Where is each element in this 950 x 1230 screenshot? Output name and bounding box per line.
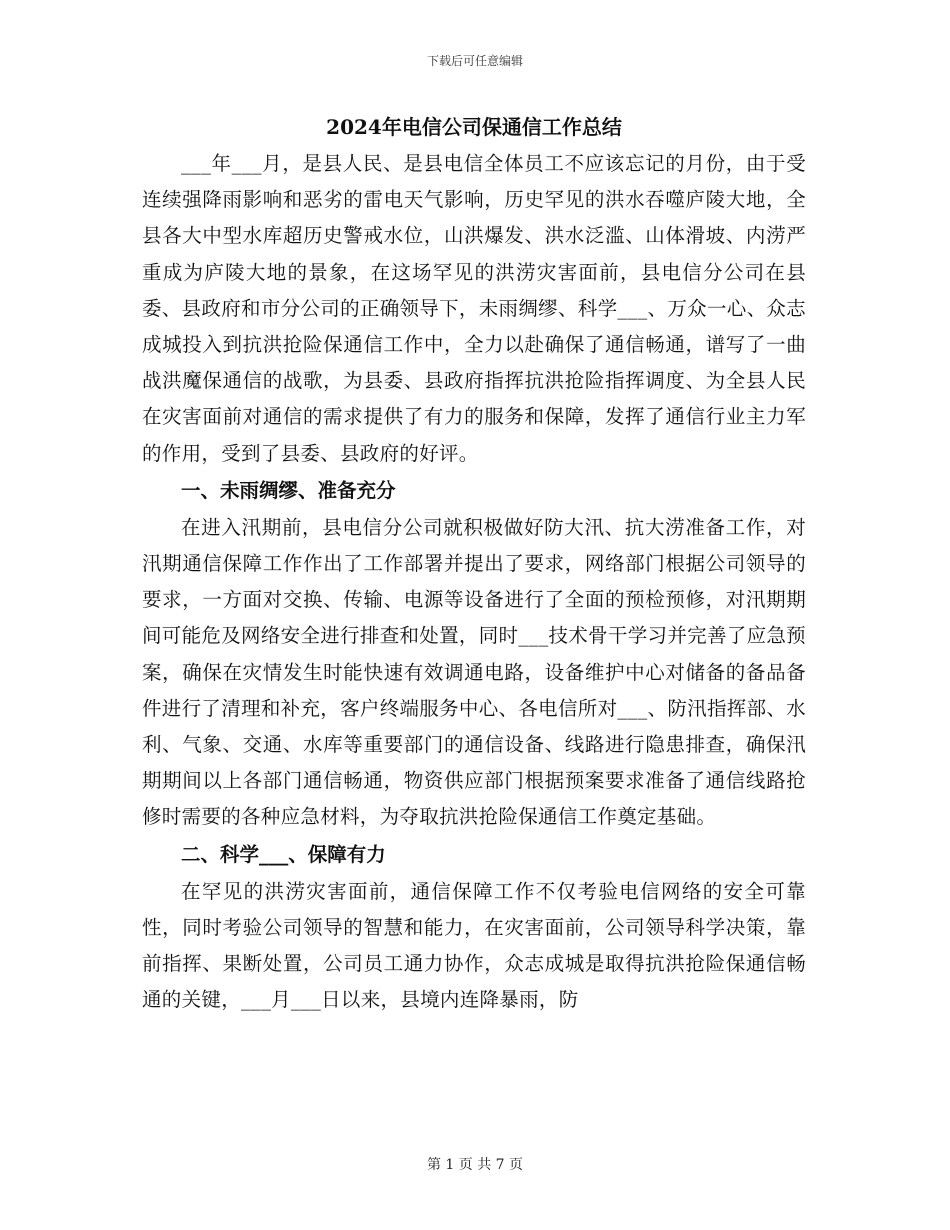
page-header: 下载后可任意编辑	[426, 54, 523, 68]
section-heading-1: 一、未雨绸缪、准备充分	[181, 478, 396, 502]
document-body	[142, 108, 806, 1018]
section-heading-2: 二、科学___、保障有力	[181, 842, 386, 866]
page-footer: 第 1 页 共 7 页	[426, 1157, 524, 1173]
paragraph-intro: ___年___月，是县人民、是县电信全体员工不应该忘记的月份，由于受连续强降雨影响和恶劣的雷电天气影响，历史罕见的洪水吞噬庐陵大地，全县各大中型水库超历史警戒水位，山洪爆发、洪水泛滥、山体滑坡、内涝严重成为庐陵大地的景象，在这场罕见的洪涝灾害面前，县电信分公司在县委、县政府和市分公司的正确领导下，未雨绸缪、科学___、万众一心、众志成城投入到抗洪抢险保通信工作中，全力以赴确保了通信畅通，谱写了一曲战洪魔保通信的战歌，为县委、县政府指挥抗洪抢险指挥调度、为全县人民在灾害面前对通信的需求提供了有力的服务和保障，发挥了通信行业主力军的作用，受到了县委、县政府的好评。	[142, 152, 806, 465]
paragraph-section-1: 在进入汛期前，县电信分公司就积极做好防大汛、抗大涝准备工作，对汛期通信保障工作作出了工作部署并提出了要求，网络部门根据公司领导的要求，一方面对交换、传输、电源等设备进行了全面的预检预修，对汛期期间可能危及网络安全进行排查和处置，同时___技术骨干学习并完善了应急预案，确保在灾情发生时能快速有效调通电路，设备维护中心对储备的备品备件进行了清理和补充，客户终端服务中心、各电信所对___、防汛指挥部、水利、气象、交通、水库等重要部门的通信设备、线路进行隐患排查，确保汛期期间以上各部门通信畅通，物资供应部门根据预案要求准备了通信线路抢修时需要的各种应急材料，为夺取抗洪抢险保通信工作奠定基础。	[142, 515, 806, 829]
paragraph-section-2: 在罕见的洪涝灾害面前，通信保障工作不仅考验电信网络的安全可靠性，同时考验公司领导的智慧和能力，在灾害面前，公司领导科学决策，靠前指挥、果断处置，公司员工通力协作，众志成城是取得抗洪抢险保通信畅通的关键，___月___日以来，县境内连降暴雨，防	[142, 879, 806, 1012]
document-title: 2024年电信公司保通信工作总结	[326, 115, 622, 139]
